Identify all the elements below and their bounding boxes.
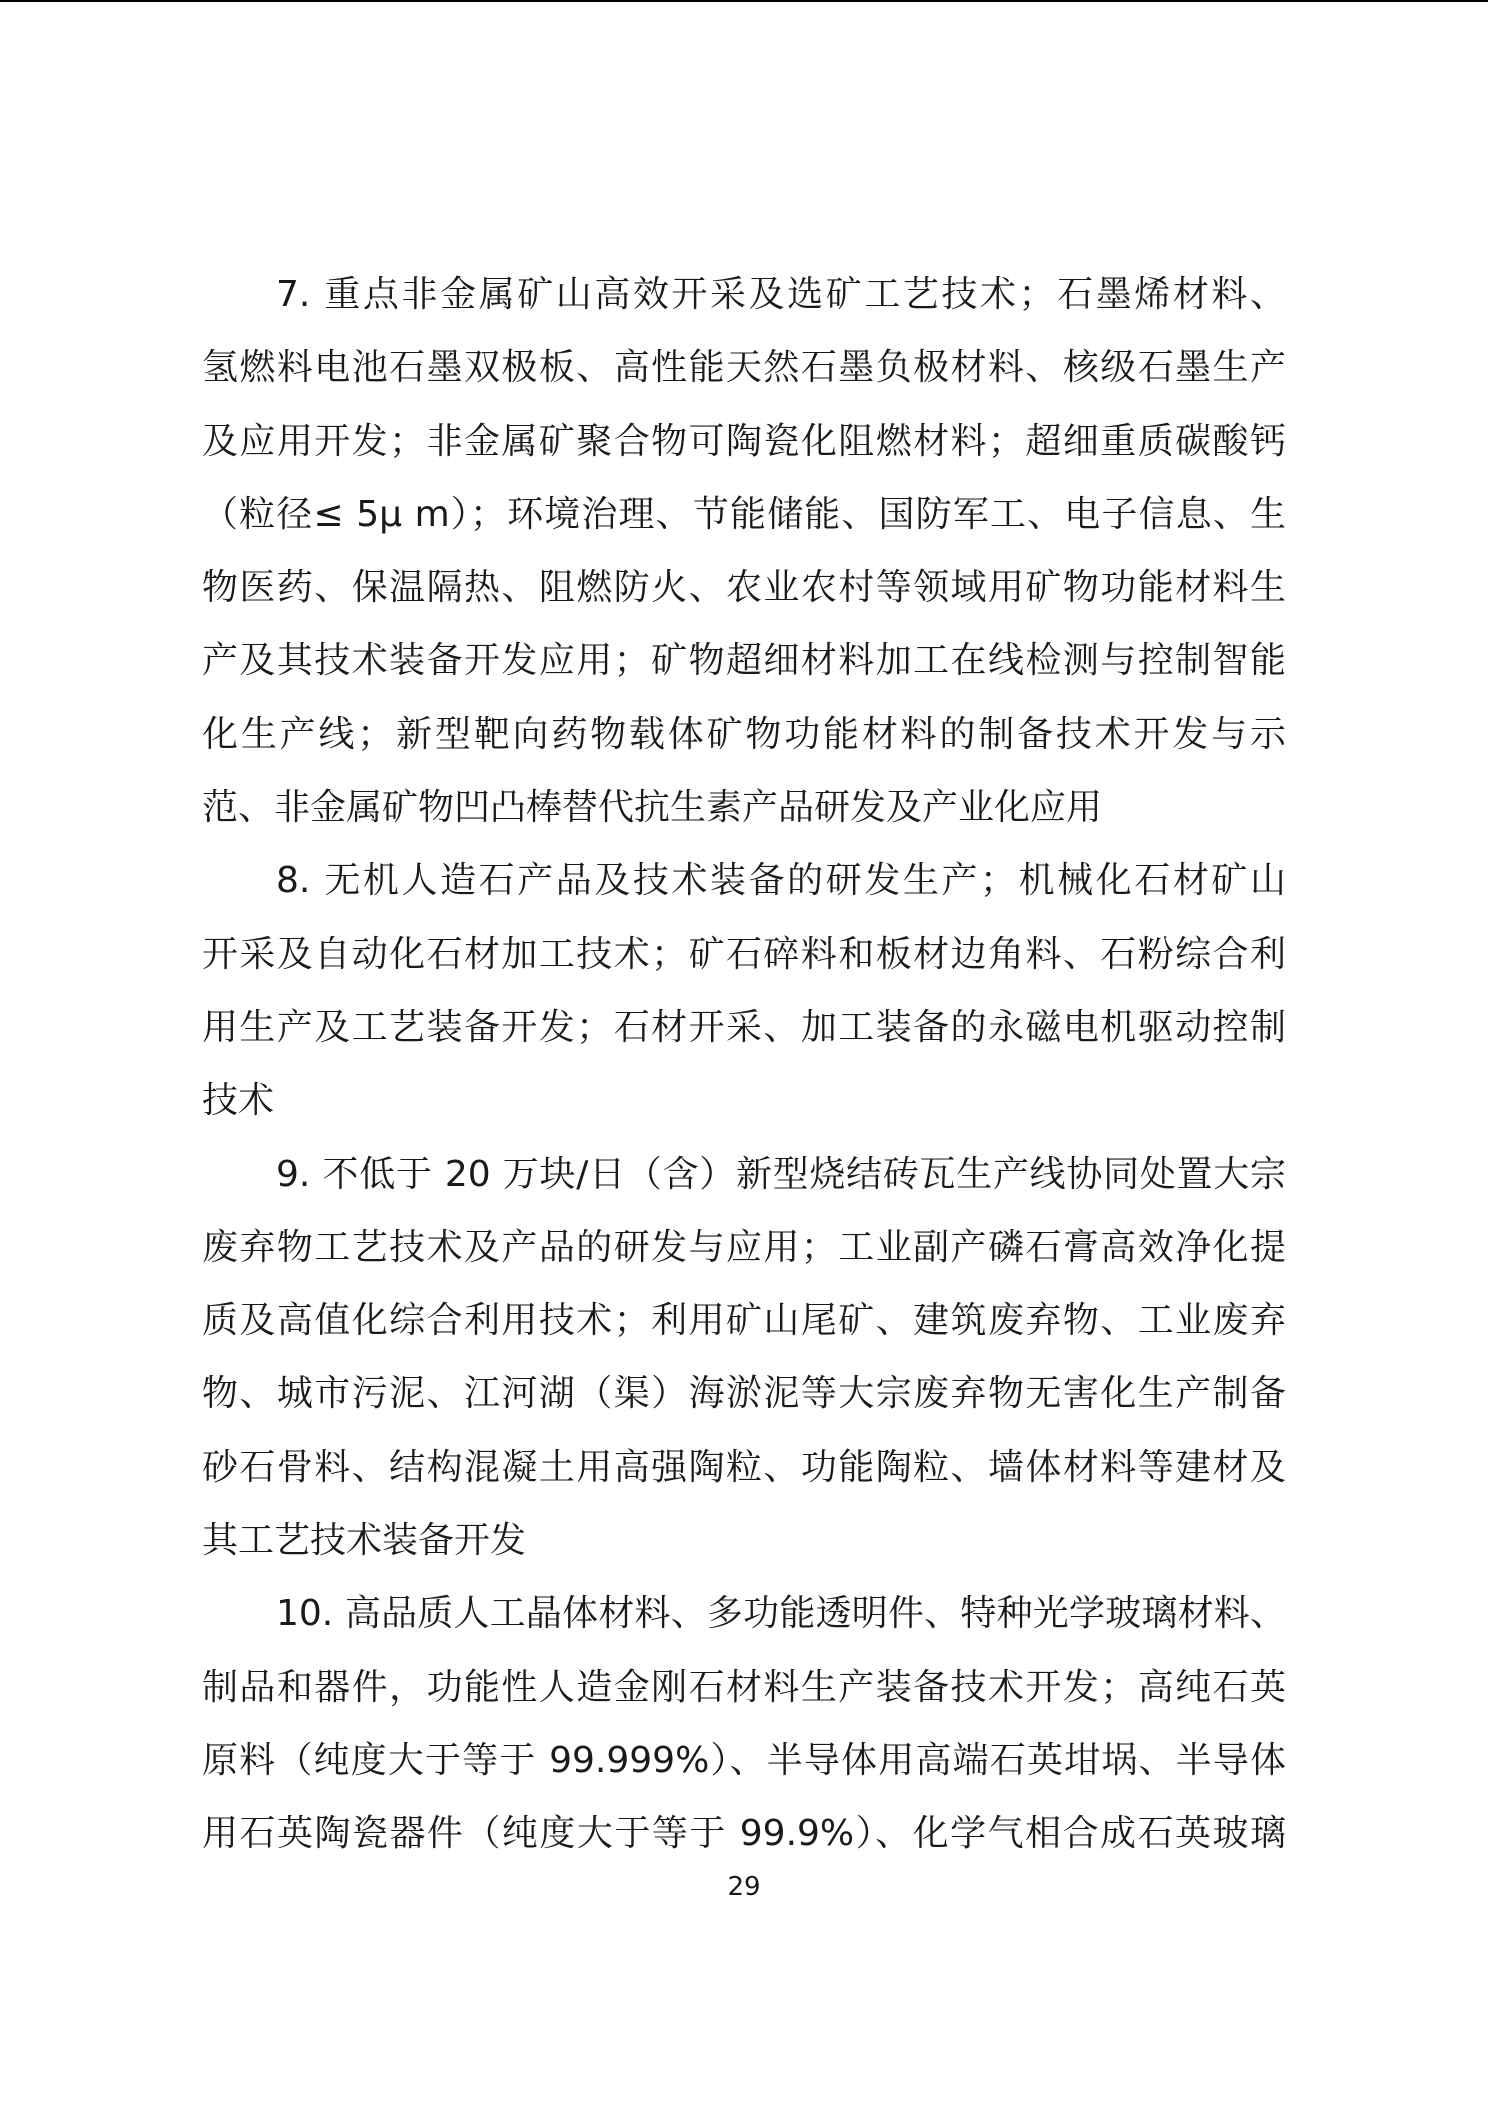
text-line: 9. 不低于 20 万块/日（含）新型烧结砖瓦生产线协同处置大宗 xyxy=(276,1153,1286,1195)
text-line: 原料（纯度大于等于 99.999%）、半导体用高端石英坩埚、半导体 xyxy=(202,1739,1286,1781)
text-line: 氢燃料电池石墨双极板、高性能天然石墨负极材料、核级石墨生产 xyxy=(202,347,1286,389)
text-line: 制品和器件，功能性人造金刚石材料生产装备技术开发；高纯石英 xyxy=(202,1666,1286,1708)
text-line: 产及其技术装备开发应用；矿物超细材料加工在线检测与控制智能 xyxy=(202,640,1286,682)
text-line: 用石英陶瓷器件（纯度大于等于 99.9%）、化学气相合成石英玻璃 xyxy=(202,1813,1286,1855)
text-line: 技术 xyxy=(202,1080,275,1122)
text-line: （粒径≤ 5μ m）；环境治理、节能储能、国防军工、电子信息、生 xyxy=(202,493,1286,535)
text-line: 开采及自动化石材加工技术；矿石碎料和板材边角料、石粉综合利 xyxy=(202,933,1286,975)
text-line: 用生产及工艺装备开发；石材开采、加工装备的永磁电机驱动控制 xyxy=(202,1006,1286,1048)
text-line: 及应用开发；非金属矿聚合物可陶瓷化阻燃材料；超细重质碳酸钙 xyxy=(202,420,1286,462)
paragraph-item-7 xyxy=(202,258,1286,844)
page-number: 29 xyxy=(727,1872,761,1902)
top-border-line xyxy=(0,0,1488,2)
text-line: 其工艺技术装备开发 xyxy=(202,1520,527,1562)
text-line: 范、非金属矿物凹凸棒替代抗生素产品研发及产业化应用 xyxy=(202,787,1103,829)
text-line: 物、城市污泥、江河湖（渠）海淤泥等大宗废弃物无害化生产制备 xyxy=(202,1373,1286,1415)
paragraph-item-10 xyxy=(202,1577,1286,1870)
text-line: 化生产线；新型靶向药物载体矿物功能材料的制备技术开发与示 xyxy=(202,713,1286,755)
text-line: 废弃物工艺技术及产品的研发与应用；工业副产磷石膏高效净化提 xyxy=(202,1226,1286,1268)
text-line: 7. 重点非金属矿山高效开采及选矿工艺技术；石墨烯材料、 xyxy=(276,274,1286,315)
paragraph-item-8 xyxy=(202,844,1286,1137)
paragraph-item-9 xyxy=(202,1138,1286,1578)
text-line: 10. 高品质人工晶体材料、多功能透明件、特种光学玻璃材料、 xyxy=(276,1593,1286,1635)
text-line: 物医药、保温隔热、阻燃防火、农业农村等领域用矿物功能材料生 xyxy=(202,567,1286,609)
document-body xyxy=(202,258,1286,1871)
text-line: 质及高值化综合利用技术；利用矿山尾矿、建筑废弃物、工业废弃 xyxy=(202,1300,1286,1342)
text-line: 砂石骨料、结构混凝土用高强陶粒、功能陶粒、墙体材料等建材及 xyxy=(202,1446,1286,1488)
text-line: 8. 无机人造石产品及技术装备的研发生产；机械化石材矿山 xyxy=(276,860,1286,902)
